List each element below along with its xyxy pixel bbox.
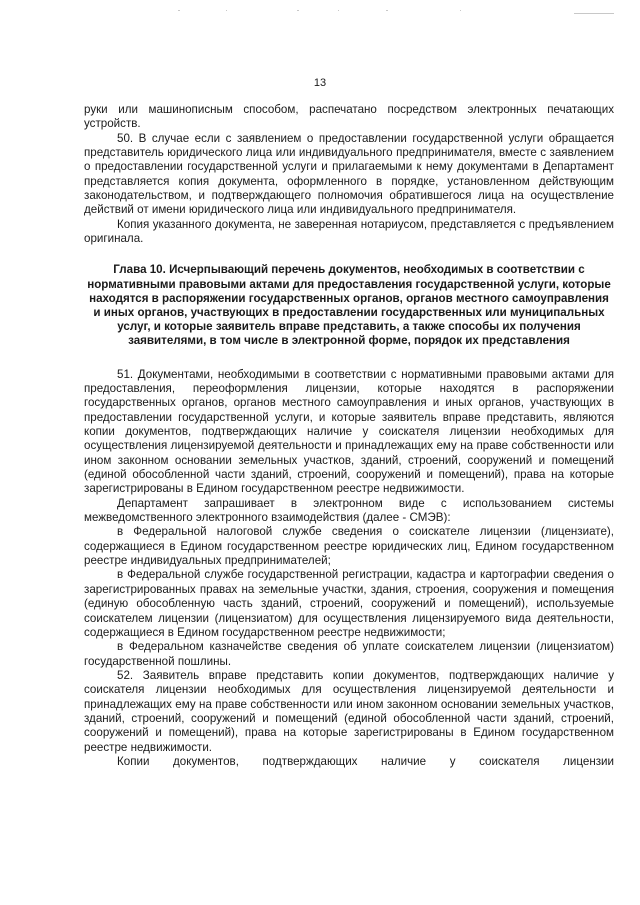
chapter-heading: Глава 10. Исчерпывающий перечень документов, необходимых в соответствии с нормативными правовыми актами для предоставления государственной услуги, которые находятся в распоряжении государственных органов, органов местного самоуправления и иных органов, участвующих в предоставлении государственных или муниципальных услуг, и которые заявитель вправе представить, а также способы их получения заявителями, в том числе в электронной форме, порядок их представления [87,263,611,348]
paragraph-52: 52. Заявитель вправе представить копии документов, подтверждающих наличие у соискателя лицензии необходимых для осуществления лицензируемой деятельности и принадлежащих ему на праве собственности или ином законном основании земельных участков, зданий, строений, сооружений и помещений (единой обособленной части зданий, строений, сооружений и помещений), права на которые зарегистрированы в Едином государственном реестре недвижимости. [84,668,614,754]
paragraph-copies-continuation: Копии документов, подтверждающих наличие у соискателя лицензии [117,754,614,768]
page-number: 13 [313,77,327,89]
document-body [84,103,614,769]
paragraph-department-request: Департамент запрашивает в электронном виде с использованием системы межведомственного электронного взаимодействия (далее - СМЭВ): [84,496,614,525]
paragraph-tax-service: в Федеральной налоговой службе сведения о соискателе лицензии (лицензиате), содержащиеся в Едином государственном реестре юридических лиц, Едином государственном реестре индивидуальных предпринимателей; [84,525,614,568]
paragraph-copy-note: Копия указанного документа, не заверенная нотариусом, представляется с предъявлением оригинала. [84,217,614,246]
paragraph-registration-service: в Федеральной службе государственной регистрации, кадастра и картографии сведения о зарегистрированных правах на земельные участки, здания, строения, сооружения и помещения (единую обособленную часть зданий, строений, сооружений и помещений), используемые соискателем лицензии (лицензиатом) для осуществления лицензируемого вида деятельности, содержащиеся в Едином государственном реестре недвижимости; [84,568,614,639]
paragraph-treasury: в Федеральном казначействе сведения об уплате соискателем лицензии (лицензиатом) государственной пошлины. [84,640,614,668]
paragraph-continuation: руки или машинописным способом, распечатано посредством электронных печатающих устройств. [84,103,614,131]
paragraph-51: 51. Документами, необходимыми в соответствии с нормативными правовыми актами для предоставления, переоформления лицензии, которые находятся в распоряжении государственных органов, органов местного самоуправления и иных органов, участвующих в предоставлении государственной услуги, и которые заявитель вправе представить, являются копии документов, подтверждающих наличие у соискателя лицензии необходимых для осуществления лицензируемой деятельности и принадлежащих ему на праве собственности или ином законном основании земельных участков, зданий, строений, сооружений и помещений (единой обособленной части зданий, строений, сооружений и помещений), права на которые зарегистрированы в Едином государственном реестре недвижимости. [84,367,614,496]
paragraph-50: 50. В случае если с заявлением о предоставлении государственной услуги обращается представитель юридического лица или индивидуального предпринимателя, вместе с заявлением о предоставлении государственной услуги и прилагаемыми к нему документами в Департамент представляется копия документа, оформленного в порядке, установленном действующим законодательством, и подтверждающего полномочия обратившегося лица на осуществление действий от имени юридического лица или индивидуального предпринимателя. [84,131,614,217]
scan-artifacts [0,10,640,16]
